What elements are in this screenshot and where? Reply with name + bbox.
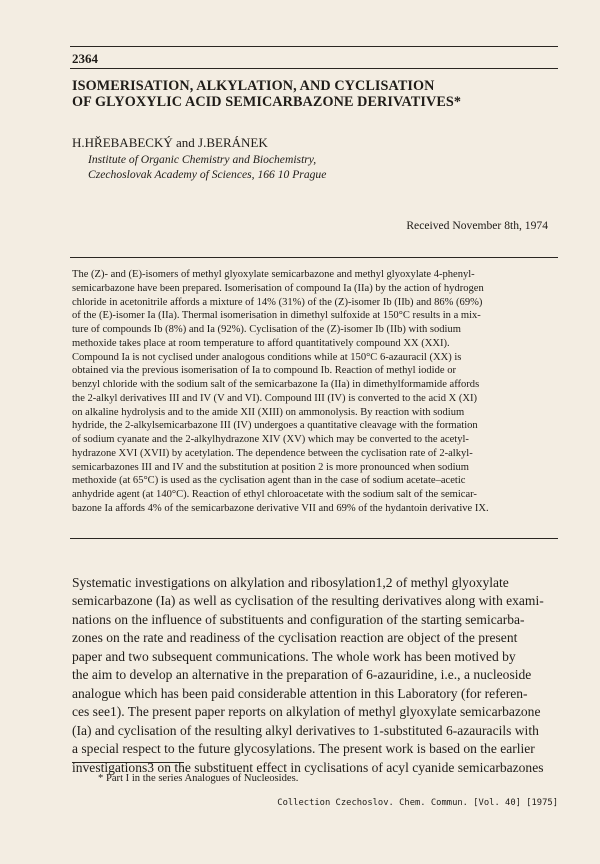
body-line: the aim to develop an alternative in the preparation of 6-azauridine, i.e., a nucleoside <box>72 667 532 683</box>
journal-reference: Collection Czechoslov. Chem. Commun. [Vol. 40] [1975] <box>277 798 558 808</box>
body-line: zones on the rate and readiness of the cyclisation reaction are object of the present <box>72 630 518 646</box>
abstract-line: hydride, the 2-alkylsemicarbazone III (IV) undergoes a quantitative cleavage with the formation <box>72 420 478 432</box>
body-line: (Ia) and cyclisation of the resulting alkyl derivatives to 1-substituted 6-azauracils with <box>72 722 539 738</box>
affiliation-line: Institute of Organic Chemistry and Biochemistry, <box>88 153 317 166</box>
abstract-line: of the (E)-isomer Ia (IIa). Thermal isomerisation in dimethyl sulfoxide at 150°C results in a mix- <box>72 310 481 322</box>
body-line: analogue which has been paid considerable attention in this Laboratory (for referen- <box>72 685 528 701</box>
abstract-line: the 2-alkyl derivatives III and IV (V and VI). Compound III (IV) is converted to the acid X (XI) <box>72 392 478 404</box>
abstract-line: anhydride agent (at 140°C). Reaction of ethyl chloroacetate with the sodium salt of the semicar- <box>72 489 477 500</box>
abstract-line: chloride in acetonitrile affords a mixture of 14% (31%) of the (Z)-isomer Ib (IIb) and 86% (69%) <box>72 296 483 308</box>
body-text <box>72 574 562 777</box>
header-rule-top <box>70 46 558 47</box>
abstract-line: semicarbazones III and IV and the substitution at position 2 is more pronounced when sodium <box>72 461 469 473</box>
authors: H.HŘEBABECKÝ and J.BERÁNEK <box>72 135 268 150</box>
abstract <box>72 268 558 516</box>
body-line: Systematic investigations on alkylation and ribosylation1,2 of methyl glyoxylate <box>72 575 509 590</box>
body-line: semicarbazone (Ia) as well as cyclisation of the resulting derivatives along with exami- <box>72 593 544 609</box>
body-line: ces see1). The present paper reports on alkylation of methyl glyoxylate semicarbazone <box>72 704 541 720</box>
body-line: nations on the influence of substituents and configuration of the starting semicarba- <box>72 611 525 627</box>
abstract-line: of sodium cyanate and the 2-alkylhydrazone XIV (XV) which may be converted to the acetyl- <box>72 434 469 445</box>
body-line: investigations3 on the substituent effect in cyclisations of acyl cyanide semicarbazones <box>72 759 544 775</box>
abstract-line: methoxide takes place at room temperature to afford quantitatively compound XX (XXI). <box>72 337 450 349</box>
footnote-rule <box>72 762 184 763</box>
abstract-line: Compound Ia is not cyclised under analogous conditions while at 150°C 6-azauracil (XX) is <box>72 351 462 363</box>
body-line: a special respect to the future glycosylations. The present work is based on the earlier <box>72 741 535 757</box>
abstract-line: The (Z)- and (E)-isomers of methyl glyoxylate semicarbazone and methyl glyoxylate 4-phenyl- <box>72 269 475 280</box>
title-line: OF GLYOXYLIC ACID SEMICARBAZONE DERIVATIVES* <box>72 94 462 110</box>
abstract-line: ture of compounds Ib (8%) and Ia (92%). Cyclisation of the (Z)-isomer Ib (IIb) with sodium <box>72 324 461 335</box>
body-line: paper and two subsequent communications. The whole work has been motived by <box>72 648 516 664</box>
abstract-line: methoxide (at 65°C) is used as the cyclisation agent than in the case of sodium acetate–acetic <box>72 475 466 487</box>
affiliation-line: Czechoslovak Academy of Sciences, 166 10 Prague <box>88 168 327 181</box>
header-rule-bottom <box>70 68 558 69</box>
abstract-line: on alkaline hydrolysis and to the amide XII (XIII) on ammonolysis. By reaction with sodium <box>72 406 465 418</box>
affiliation <box>88 152 326 182</box>
title-line: ISOMERISATION, ALKYLATION, AND CYCLISATION <box>72 78 435 94</box>
abstract-rule-bottom <box>70 538 558 539</box>
abstract-rule-top <box>70 257 558 258</box>
abstract-line: benzyl chloride with the sodium salt of the semicarbazone Ia (IIa) in dimethylformamide affords <box>72 379 480 390</box>
page-number: 2364 <box>72 51 98 66</box>
received-date: Received November 8th, 1974 <box>406 219 548 232</box>
abstract-line: obtained via the previous isomerisation of Ia to compound Ib. Reaction of methyl iodide or <box>72 365 456 377</box>
footnote: * Part I in the series Analogues of Nucleosides. <box>98 773 299 784</box>
abstract-line: hydrazone XVI (XVII) by acetylation. The dependence between the cyclisation rate of 2-alkyl- <box>72 447 473 459</box>
article-title <box>72 78 552 110</box>
abstract-line: semicarbazone have been prepared. Isomerisation of compound Ia (IIa) by the action of hydrogen <box>72 282 484 294</box>
abstract-line: bazone Ia affords 4% of the semicarbazone derivative VII and 69% of the hydantoin derivative IX. <box>72 502 489 514</box>
